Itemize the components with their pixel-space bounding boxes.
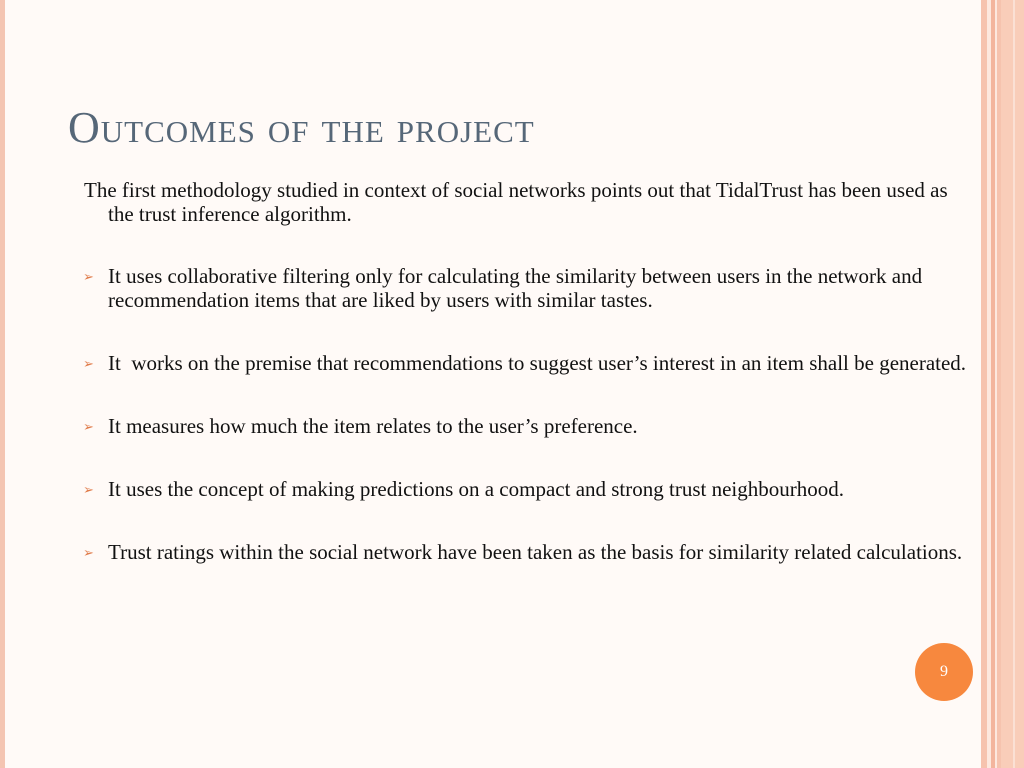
bullet-text: It measures how much the item relates to the user’s preference. [108,414,638,438]
right-stripe-decoration [1013,0,1015,768]
left-border-decoration [0,0,5,768]
chevron-right-icon: ➢ [83,546,94,561]
chevron-right-icon: ➢ [83,420,94,435]
page-number-badge: 9 [915,643,973,701]
chevron-right-icon: ➢ [83,357,94,372]
bullet-item [84,351,974,375]
bullet-item [84,540,974,564]
chevron-right-icon: ➢ [83,483,94,498]
bullet-item [84,477,974,501]
bullet-item [84,264,974,312]
chevron-right-icon: ➢ [83,270,94,285]
bullet-text: It uses the concept of making predictions on a compact and strong trust neighbourhood. [108,477,844,501]
intro-paragraph: The first methodology studied in context of social networks points out that TidalTrust has been used as the trust inference algorithm. [84,178,948,226]
bullet-text: It uses collaborative filtering only for calculating the similarity between users in the network and recommendation items that are liked by users with similar tastes. [108,264,923,312]
bullet-item [84,414,974,438]
bullet-text: Trust ratings within the social network have been taken as the basis for similarity related calculations. [108,540,963,564]
slide-title: Outcomes of the project [68,103,535,152]
bullet-text: It works on the premise that recommendations to suggest user’s interest in an item shall be generated. [108,351,967,375]
bullet-list [84,264,974,564]
slide-body [84,178,974,603]
